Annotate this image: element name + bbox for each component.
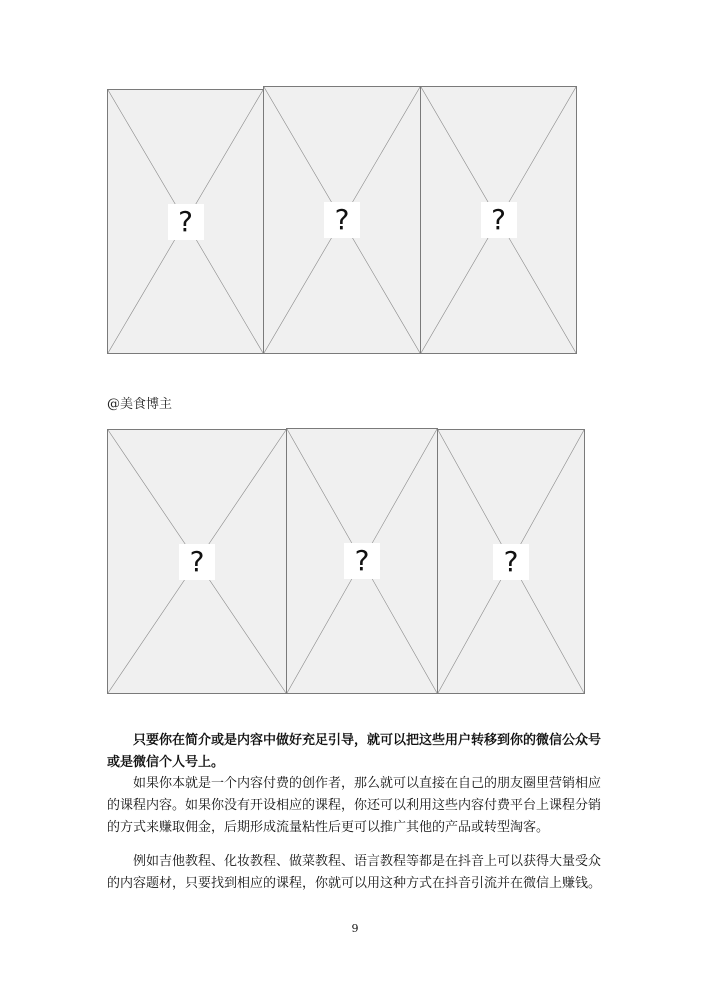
image-placeholder-3	[420, 86, 577, 354]
missing-image-icon: ?	[493, 544, 529, 580]
image-placeholder-2	[263, 86, 421, 354]
author-caption: @美食博主	[107, 397, 173, 412]
image-placeholder-6	[437, 429, 585, 694]
missing-image-icon: ?	[344, 543, 380, 579]
missing-image-icon: ?	[481, 202, 517, 238]
missing-image-icon: ?	[324, 202, 360, 238]
missing-image-icon: ?	[168, 204, 204, 240]
image-placeholder-1	[107, 89, 264, 354]
image-placeholder-5	[286, 428, 438, 694]
paragraph-guidance: 只要你在简介或是内容中做好充足引导，就可以把这些用户转移到你的微信公众号或是微信个人号上。	[107, 733, 602, 770]
missing-image-icon: ?	[179, 544, 215, 580]
image-placeholder-4	[107, 429, 287, 694]
paragraph-examples: 例如吉他教程、化妆教程、做菜教程、语言教程等都是在抖音上可以获得大量受众的内容题材，只要找到相应的课程，你就可以用这种方式在抖音引流并在微信上赚钱。	[107, 854, 602, 891]
page-number: 9	[351, 922, 359, 935]
paragraph-paid-content: 如果你本就是一个内容付费的创作者，那么就可以直接在自己的朋友圈里营销相应的课程内容。如果你没有开设相应的课程，你还可以利用这些内容付费平台上课程分销的方式来赚取佣金，后期形成流量粘性后更可以推广其他的产品或转型淘客。	[107, 776, 602, 835]
